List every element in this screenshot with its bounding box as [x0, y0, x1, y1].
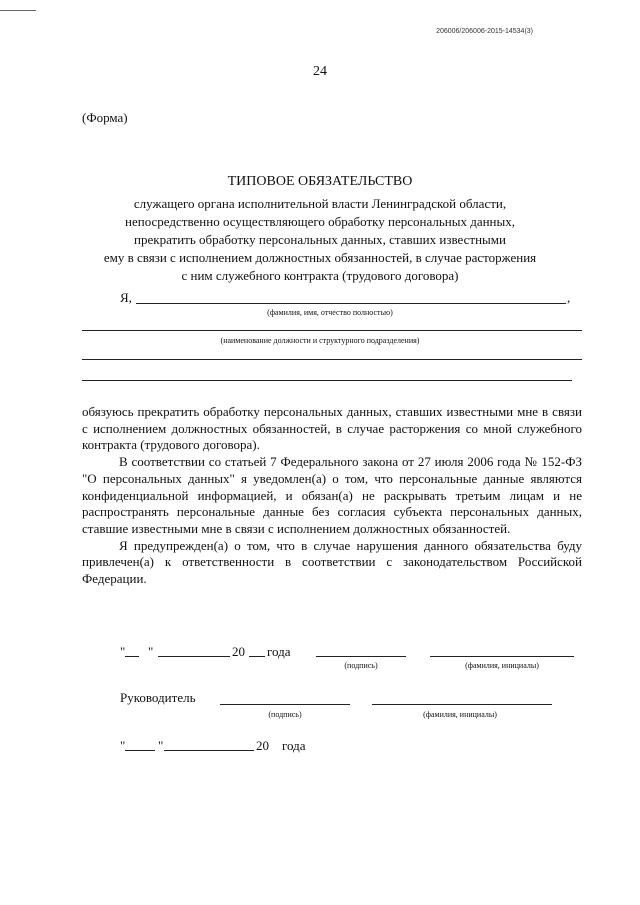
document-id: 206006/206006-2015-14534(3) — [436, 28, 533, 35]
year-field[interactable] — [249, 656, 265, 657]
commitment-text — [82, 404, 582, 588]
subtitle-line: ему в связи с исполнением должностных обязанностей, в случае расторжения — [103, 250, 537, 265]
date-open-quote: " — [120, 644, 126, 659]
month-field[interactable] — [158, 656, 230, 657]
scan-artifact — [0, 10, 36, 11]
year-suffix: года — [267, 644, 291, 659]
paragraph-law-notice: В соответствии со статьей 7 Федерального закона от 27 июля 2006 года № 152-ФЗ "О персональных данных" я уведомлен(а) о том, что персональные данные являются конфиденциальной информацией, и обязан(а) не раскрывать третьим лицам и не распространять персональные данные без согласия субъекта персональных данных, ставшие известными мне в связи с исполнением должностных обязанностей. — [82, 454, 582, 536]
position-field[interactable] — [82, 330, 582, 331]
head-initials-caption: (фамилия, инициалы) — [423, 710, 497, 719]
document-subtitle — [0, 195, 640, 285]
employee-initials-caption: (фамилия, инициалы) — [465, 661, 539, 670]
date-close-quote: " — [148, 644, 154, 659]
day-field[interactable] — [125, 656, 139, 657]
form-label: (Форма) — [82, 110, 128, 125]
head-year-suffix: года — [282, 738, 306, 753]
full-name-caption: (фамилия, имя, отчество полностью) — [267, 308, 393, 317]
head-date-open-quote: " — [120, 738, 126, 753]
document-title: ТИПОВОЕ ОБЯЗАТЕЛЬСТВО — [227, 174, 413, 189]
year-prefix: 20 — [232, 644, 245, 659]
position-caption: (наименование должности и структурного подразделения) — [220, 336, 420, 345]
position-field-line-2[interactable] — [82, 359, 582, 360]
subtitle-line: с ним служебного контракта (трудового договора) — [181, 268, 459, 283]
head-signature-caption: (подпись) — [268, 710, 302, 719]
page-number: 24 — [313, 64, 327, 79]
employee-signature-caption: (подпись) — [344, 661, 378, 670]
employee-initials-field[interactable] — [430, 656, 574, 657]
head-date-close-quote: " — [158, 738, 164, 753]
subtitle-line: прекратить обработку персональных данных, ставших известными — [134, 232, 506, 247]
full-name-field[interactable] — [136, 303, 566, 304]
head-signature-field[interactable] — [220, 704, 350, 705]
i-prefix: Я, — [120, 290, 132, 305]
head-day-field[interactable] — [125, 750, 155, 751]
subtitle-line: непосредственно осуществляющего обработку персональных данных, — [125, 214, 515, 229]
employee-signature-field[interactable] — [316, 656, 406, 657]
name-field-comma: , — [567, 290, 571, 305]
paragraph-commitment: обязуюсь прекратить обработку персональных данных, ставших известными мне в связи с исполнением должностных обязанностей, в случае расторжения со мной служебного контракта (трудового договора). — [82, 404, 582, 453]
head-label: Руководитель — [120, 690, 196, 705]
head-month-field[interactable] — [164, 750, 254, 751]
head-year-prefix: 20 — [256, 738, 269, 753]
subtitle-line: служащего органа исполнительной власти Ленинградской области, — [133, 196, 507, 211]
paragraph-liability-warning: Я предупрежден(а) о том, что в случае нарушения данного обязательства буду привлечен(а) к ответственности в соответствии с законодательством Российской Федерации. — [82, 537, 582, 587]
head-initials-field[interactable] — [372, 704, 552, 705]
position-field-line-3[interactable] — [82, 380, 572, 381]
